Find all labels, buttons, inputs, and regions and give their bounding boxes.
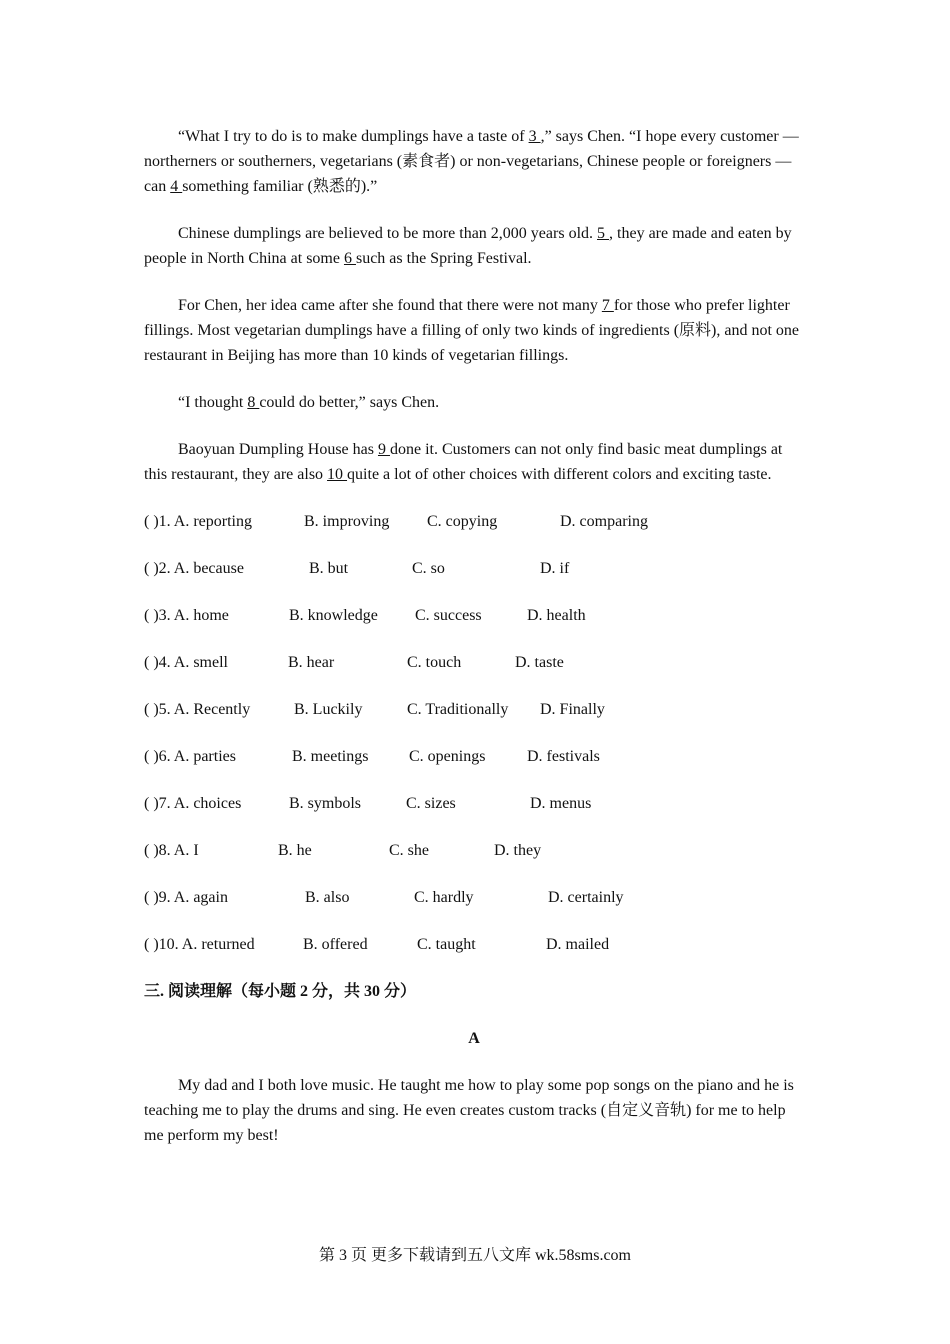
text: ,” says Chen. “I hope every customer — northerners or southerners, vegetarians (素食者) or non-vegetarians, Chinese people or foreigners — can <box>144 128 799 195</box>
option-d: D. festivals <box>527 748 600 765</box>
option-a: ( )7. A. choices <box>144 795 242 812</box>
option-d: D. certainly <box>548 889 624 906</box>
text: could do better,” says Chen. <box>259 394 440 411</box>
option-a: ( )3. A. home <box>144 607 229 624</box>
option-d: D. if <box>540 560 570 577</box>
blank-3: 3 <box>528 128 541 145</box>
text: “I thought <box>178 394 248 411</box>
option-a: ( )10. A. returned <box>144 936 255 953</box>
option-a: ( )4. A. smell <box>144 654 228 671</box>
passage-paragraph-1 <box>144 124 804 199</box>
option-d: D. mailed <box>546 936 610 953</box>
blank-9: 9 <box>377 441 390 458</box>
option-b: B. knowledge <box>289 607 378 624</box>
text: For Chen, her idea came after she found that there were not many <box>178 297 602 314</box>
document-page <box>144 124 804 1170</box>
passage-label: A <box>468 1030 480 1047</box>
passage-paragraph-2 <box>144 221 804 271</box>
option-c: C. sizes <box>406 795 456 812</box>
blank-8: 8 <box>247 394 260 411</box>
option-d: D. taste <box>515 654 564 671</box>
question-3 <box>144 603 804 628</box>
question-2 <box>144 556 804 581</box>
text: , they are made and eaten by people in North China at some <box>144 225 792 267</box>
option-b: B. improving <box>304 513 390 530</box>
option-b: B. also <box>305 889 350 906</box>
option-a: ( )9. A. again <box>144 889 228 906</box>
blank-7: 7 <box>601 297 614 314</box>
option-c: C. she <box>389 842 429 859</box>
question-9 <box>144 885 804 910</box>
option-c: C. openings <box>409 748 486 765</box>
option-c: C. Traditionally <box>407 701 509 718</box>
question-6 <box>144 744 804 769</box>
text: for those who prefer lighter fillings. Most vegetarian dumplings have a filling of only two kinds of ingredients (原料), and not one restaurant in Beijing has more than 10 kinds of vegetarian fillings. <box>144 297 800 364</box>
option-c: C. taught <box>417 936 476 953</box>
question-1 <box>144 509 804 534</box>
blank-10: 10 <box>327 466 348 483</box>
option-d: D. health <box>527 607 586 624</box>
option-b: B. meetings <box>292 748 369 765</box>
question-4 <box>144 650 804 675</box>
option-a: ( )8. A. I <box>144 842 199 859</box>
option-c: C. copying <box>427 513 498 530</box>
passage-paragraph-4 <box>144 390 804 415</box>
question-8 <box>144 838 804 863</box>
option-a: ( )5. A. Recently <box>144 701 251 718</box>
option-c: C. so <box>412 560 445 577</box>
option-d: D. comparing <box>560 513 648 530</box>
blank-5: 5 <box>597 225 610 242</box>
passage-paragraph-5 <box>144 437 804 487</box>
text: done it. Customers can not only find basic meat dumplings at this restaurant, they are also <box>144 441 783 483</box>
blank-6: 6 <box>343 250 356 267</box>
option-d: D. Finally <box>540 701 605 718</box>
option-b: B. but <box>309 560 349 577</box>
question-5 <box>144 697 804 722</box>
question-7 <box>144 791 804 816</box>
option-a: ( )1. A. reporting <box>144 513 252 530</box>
reading-paragraph: My dad and I both love music. He taught me how to play some pop songs on the piano and he is teaching me to play the drums and sing. He even creates custom tracks (自定义音轨) for me to help me perform my best! <box>144 1077 794 1144</box>
page-footer: 第 3 页 更多下载请到五八文库 wk.58sms.com <box>318 1247 631 1264</box>
option-d: D. menus <box>530 795 592 812</box>
option-a: ( )6. A. parties <box>144 748 236 765</box>
option-b: B. offered <box>303 936 368 953</box>
passage-paragraph-3 <box>144 293 804 368</box>
blank-4: 4 <box>170 178 183 195</box>
option-b: B. Luckily <box>294 701 363 718</box>
text: such as the Spring Festival. <box>355 250 532 267</box>
text: quite a lot of other choices with different colors and exciting taste. <box>347 466 772 483</box>
option-a: ( )2. A. because <box>144 560 244 577</box>
option-c: C. touch <box>407 654 462 671</box>
text: Chinese dumplings are believed to be more than 2,000 years old. <box>178 225 598 242</box>
text: something familiar (熟悉的).” <box>182 178 378 195</box>
text: “What I try to do is to make dumplings have a taste of <box>178 128 529 145</box>
option-b: B. symbols <box>289 795 362 812</box>
option-d: D. they <box>494 842 542 859</box>
option-b: B. hear <box>288 654 335 671</box>
option-c: C. success <box>415 607 482 624</box>
question-10 <box>144 932 804 957</box>
section-title: 三. 阅读理解（每小题 2 分，共 30 分） <box>144 983 417 1000</box>
option-c: C. hardly <box>414 889 474 906</box>
text: Baoyuan Dumpling House has <box>178 441 378 458</box>
option-b: B. he <box>278 842 312 859</box>
